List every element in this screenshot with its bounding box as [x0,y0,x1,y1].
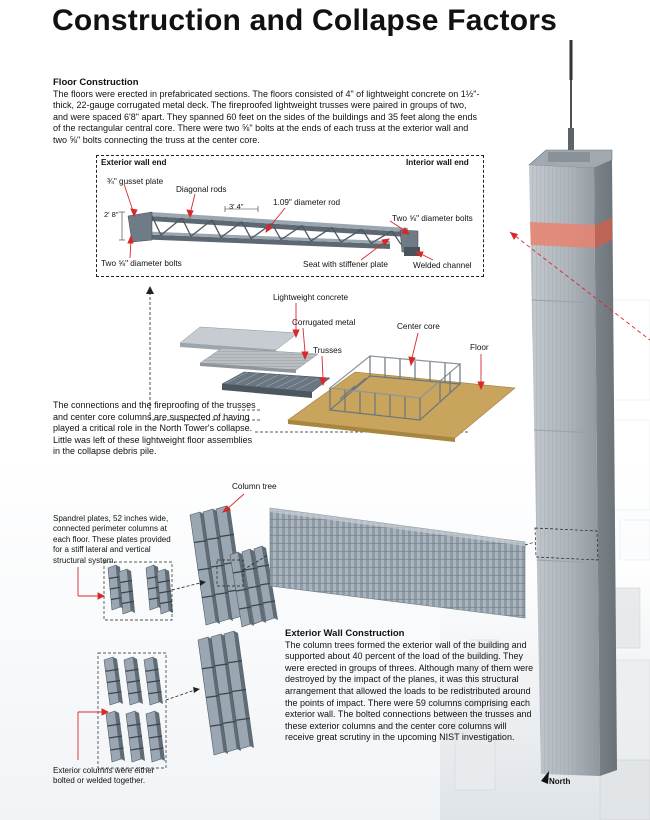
spacing-dimension: 3' 4" [229,202,244,211]
lightweight-concrete-label: Lightweight concrete [273,293,349,302]
page-title: Construction and Collapse Factors [52,4,557,37]
spandrel-pieces [108,565,173,614]
seat-label: Seat with stiffener plate [303,260,388,269]
lower-column-2 [124,657,143,705]
floor-construction-heading: Floor Construction [53,77,139,88]
lower-column-1 [104,657,123,705]
welded-channel [404,247,420,256]
lower-column-3 [144,657,163,705]
spandrel-caption: Spandrel plates, 52 inches wide, connected perimeter columns at each floor. These plates provided for a stiff lateral and vertical structural system. [53,514,171,565]
exterior-wall-heading: Exterior Wall Construction [285,628,405,639]
center-core-label: Center core [397,322,440,331]
floor-label: Floor [470,343,489,352]
bolts-right-label: Two ⅝" diameter bolts [392,214,473,223]
gusset-plate-label: ¾" gusset plate [107,177,164,186]
depth-dimension: 2' 8" [104,210,119,219]
trusses-label: Trusses [313,346,342,355]
lower-column-4 [106,711,125,762]
exterior-wall-body: The column trees formed the exterior wall of the building and supported about 40 percent of the load of the building. They were erected in groups of threes. Although many of them were destroyed by the impact of the planes, it was this structural arrangement that allowed the loads to be redistributed around the points of impact. There were 59 columns comprising each exterior wall. The bolted connections between the trusses and these exterior columns and the center core columns will receive great scrutiny in the upcoming NIST investigation. [285,639,534,743]
rod-diameter-label: 1.09" diameter rod [273,198,341,207]
collapse-caption: The connections and the fireproofing of the trusses and center core columns are suspected of having played a critical role in the North Tower's collapse. Little was left of these lightweight floor assemblies in the collapse debris pile. [53,400,256,457]
interior-wall-end-label: Interior wall end [406,158,469,167]
column-tree-label: Column tree [232,482,277,491]
exterior-wall-end-label: Exterior wall end [101,158,167,167]
corrugated-metal-label: Corrugated metal [292,318,356,327]
welded-channel-label: Welded channel [413,261,472,270]
truss-detail-drawing [119,184,433,260]
bolts-left-label: Two ⅝" diameter bolts [101,259,182,268]
floor-construction-body: The floors were erected in prefabricated sections. The floors consisted of 4" of lightweight concrete on 1½"-thick, 22-gauge corrugated metal deck. The fireproofed lightweight trusses were paired in groups of two, and were spaced 6'8" apart. They spanned 60 feet on the sides of the buildings and 35 feet along the ends of the rectangular central core. There were two ⅝" bolts at the ends of each truss at the exterior wall and two ⅝" bolts connecting the truss at the center core. [53,88,480,145]
north-tower [510,40,650,786]
floor-assembly-drawing [180,303,515,442]
north-label: North [549,777,571,786]
lower-column-5 [126,711,145,762]
lower-column-6 [146,711,165,762]
impact-band [530,222,595,248]
diagonal-rods-label: Diagonal rods [176,185,227,194]
bolted-caption: Exterior columns were either bolted or welded together. [53,766,155,786]
exterior-wall-grid [270,508,525,618]
